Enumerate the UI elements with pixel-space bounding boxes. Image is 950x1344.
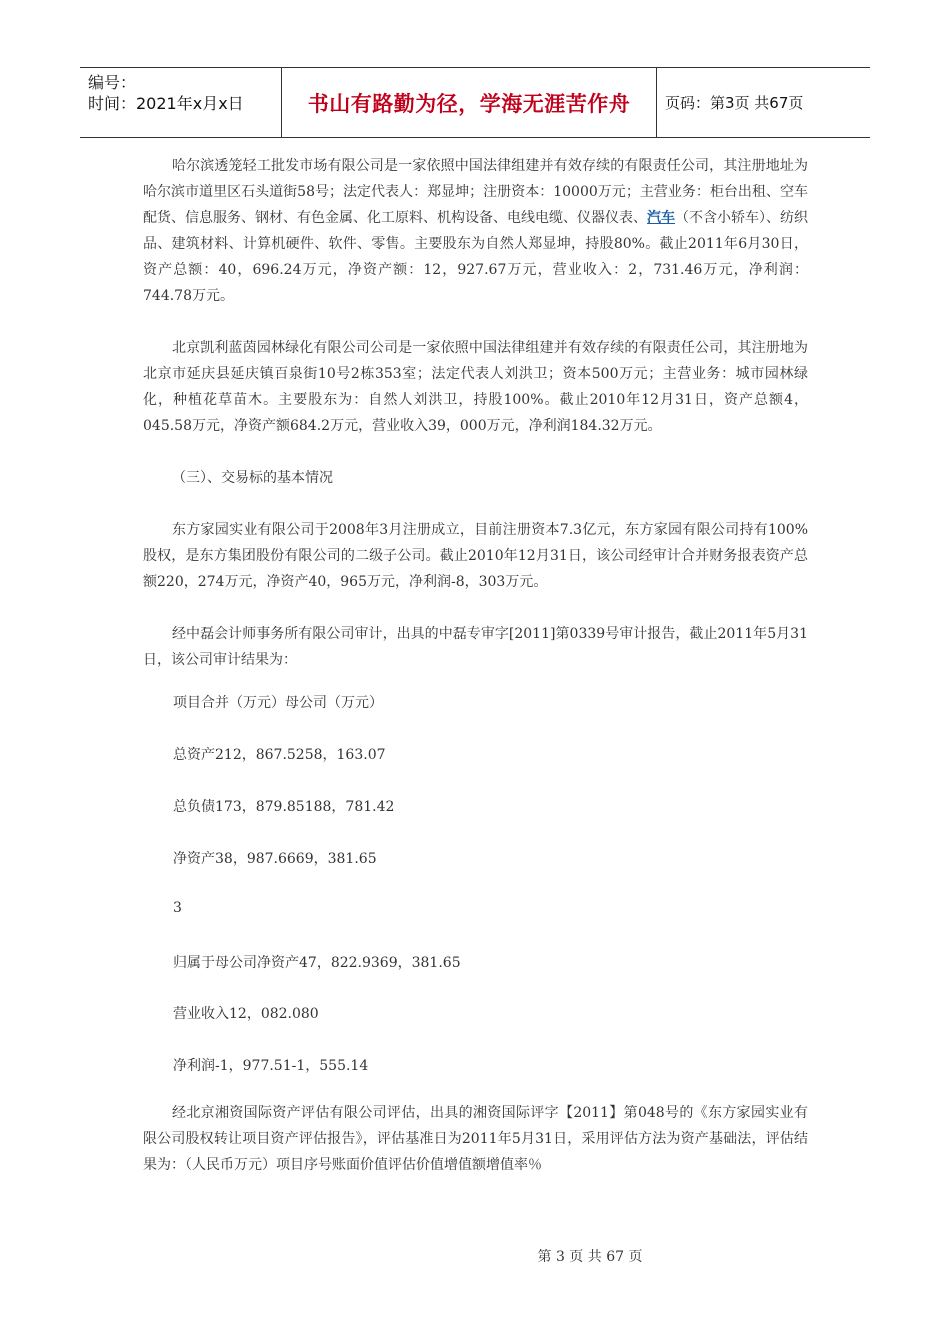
- audit-total-assets: 总资产212，867.5258，163.07: [173, 747, 386, 763]
- paragraph-target-company: 东方家园实业有限公司于2008年3月注册成立，目前注册资本7.3亿元，东方家园有限公司持有100%股权，是东方集团股份有限公司的二级子公司。截止2010年12月31日，该公司经审计合并财务报表资产总额220，274万元，净资产40，965万元，净利润-8，303万元。: [143, 522, 808, 590]
- motto-text: 书山有路勤为径，学海无涯苦作舟: [307, 91, 631, 116]
- audit-net-assets: 净资产38，987.6669，381.65: [173, 851, 377, 867]
- stray-number: 3: [173, 900, 182, 916]
- audit-total-liabilities: 总负债173，879.85188，781.42: [173, 799, 395, 815]
- header-page-info: [657, 68, 870, 137]
- number-label: 编号：: [88, 73, 137, 92]
- document-body-lower: [143, 1100, 808, 1178]
- date-label: 时间：2021年x月x日: [88, 94, 244, 113]
- header-meta: [80, 68, 282, 137]
- paragraph-valuation: 经北京湘资国际资产评估有限公司评估，出具的湘资国际评字【2011】第048号的《东方家园实业有限公司股权转让项目资产评估报告》，评估基准日为2011年5月31日，采用评估方法为资产基础法，评估结果为：（人民币万元）项目序号账面价值评估价值增值额增值率％: [143, 1105, 808, 1173]
- automobile-link[interactable]: 汽车: [647, 210, 675, 226]
- page-header: [80, 67, 870, 138]
- paragraph-beijing-company: 北京凯利蓝茵园林绿化有限公司公司是一家依照中国法律组建并有效存续的有限责任公司，其注册地为北京市延庆县延庆镇百泉街10号2栋353室；法定代表人刘洪卫；资本500万元；主营业务：城市园林绿化，种植花草苗木。主要股东为：自然人刘洪卫，持股100%。截止2010年12月31日，资产总额4，045.58万元，净资产额684.2万元，营业收入39，000万元，净利润184.32万元。: [143, 340, 808, 434]
- section-heading: （三）、交易标的基本情况: [172, 470, 333, 486]
- footer-page-number: 第 3 页 共 67 页: [537, 1249, 643, 1265]
- p1-text-b: （不含小轿车）、纺织品、建筑材料、计算机硬件、软件、零售。主要股东为自然人郑显坤，持股80%。截止2011年6月30日，资产总额：40，696.24万元，净资产额：12，927.67万元，营业收入：2，731.46万元，净利润：744.78万元。: [143, 210, 808, 304]
- audit-net-profit: 净利润-1，977.51-1，555.14: [173, 1058, 369, 1074]
- header-motto: [282, 68, 657, 137]
- p1-text-a: 哈尔滨透笼轻工批发市场有限公司是一家依照中国法律组建并有效存续的有限责任公司，其注册地址为哈尔滨市道里区石头道街58号；法定代表人：郑显坤；注册资本：10000万元；主营业务：柜台出租、空车配货、信息服务、钢材、有色金属、化工原料、机构设备、电线电缆、仪器仪表、: [143, 158, 808, 226]
- audit-parent-net-assets: 归属于母公司净资产47，822.9369，381.65: [173, 955, 461, 971]
- page-footer: [0, 1246, 950, 1266]
- paragraph-audit: 经中磊会计师事务所有限公司审计，出具的中磊专审字[2011]第0339号审计报告，截止2011年5月31日，该公司审计结果为：: [143, 626, 808, 668]
- audit-revenue: 营业收入12，082.080: [173, 1006, 319, 1022]
- audit-table-header: 项目合并（万元）母公司（万元）: [173, 695, 383, 711]
- page-info-text: 页码：第3页 共67页: [665, 94, 804, 112]
- paragraph-harbin-company: [143, 153, 808, 309]
- document-body: [143, 153, 808, 673]
